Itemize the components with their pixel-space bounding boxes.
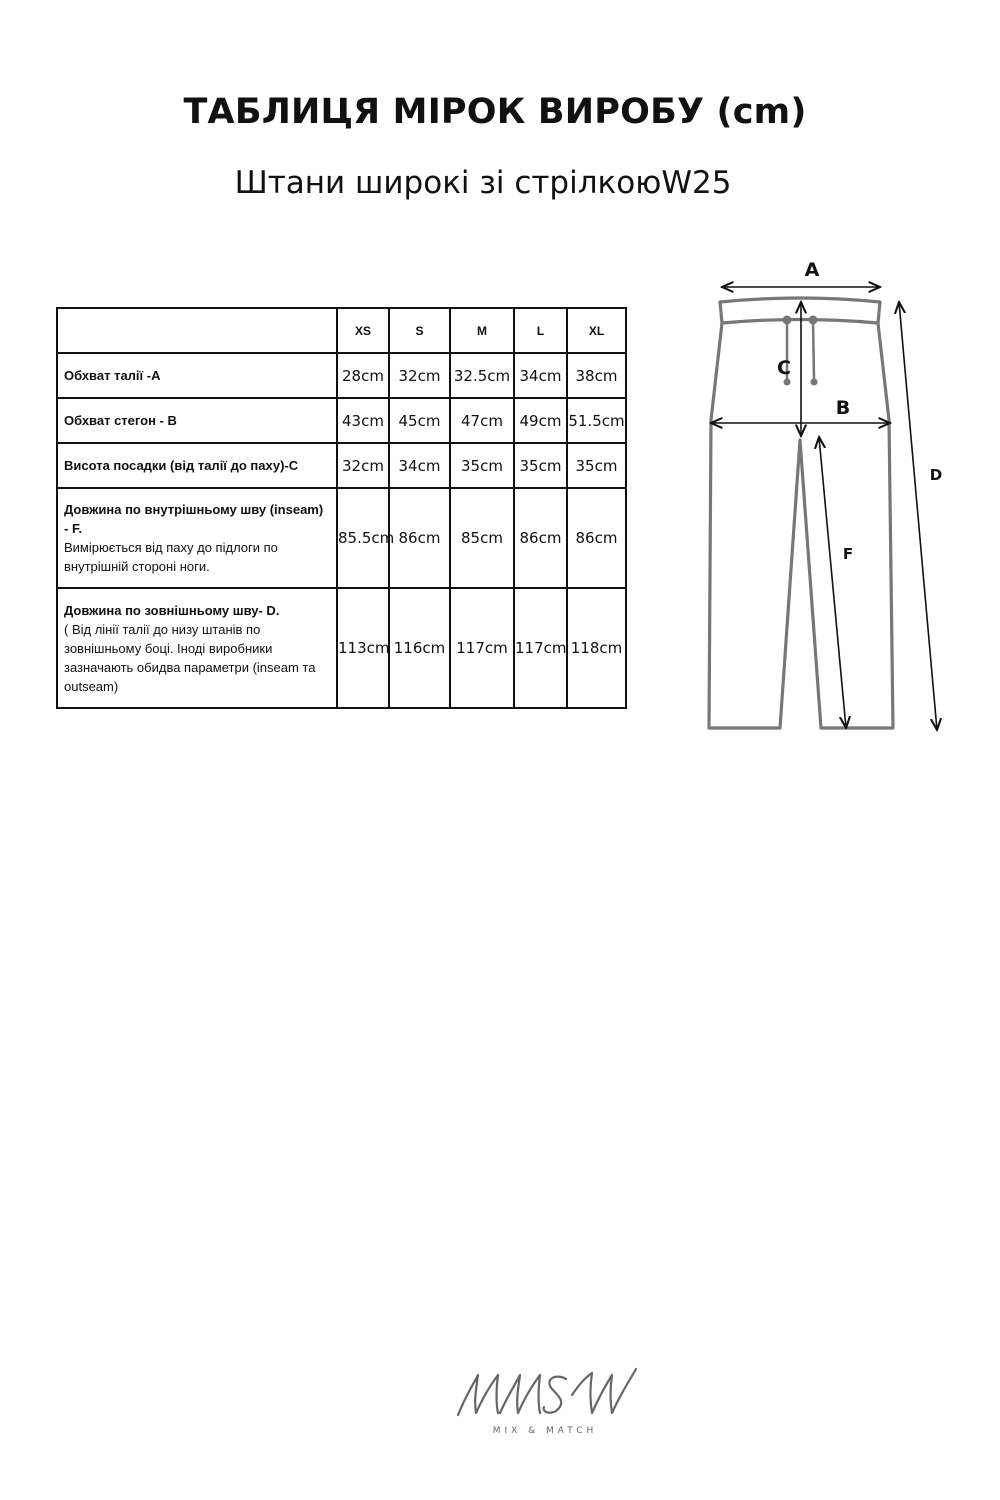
size-header-xl: XL xyxy=(567,308,626,353)
row-label-outseam: Довжина по зовнішньому шву- D. ( Від лінії талії до низу штанів по зовнішньому боці. Іноді виробники зазначають обидва параметри (inseam та outseam) xyxy=(57,588,337,708)
table-cell: 117cm xyxy=(450,588,514,708)
row-label-waist: Обхват талії -А xyxy=(57,353,337,398)
table-cell: 117cm xyxy=(514,588,567,708)
table-cell: 51.5cm xyxy=(567,398,626,443)
row-label-inseam: Довжина по внутрішньому шву (inseam) - F. Вимірюється від паху до підлоги по внутрішній стороні ноги. xyxy=(57,488,337,588)
label-b: B xyxy=(835,397,851,419)
page-title: ТАБЛИЦЯ МІРОК ВИРОБУ (cm) xyxy=(183,92,807,132)
table-cell: 28cm xyxy=(337,353,389,398)
size-header-s: S xyxy=(389,308,450,353)
table-cell: 38cm xyxy=(567,353,626,398)
size-header-m: M xyxy=(450,308,514,353)
table-cell: 45cm xyxy=(389,398,450,443)
table-cell: 49cm xyxy=(514,398,567,443)
table-cell: 118cm xyxy=(567,588,626,708)
arrow-f xyxy=(819,437,846,728)
table-cell: 32cm xyxy=(337,443,389,488)
row-note-outseam: ( Від лінії талії до низу штанів по зовнішньому боці. Іноді виробники зазначають обидва параметри (inseam та outseam) xyxy=(64,621,316,694)
table-cell: 116cm xyxy=(389,588,450,708)
row-label-rise: Висота посадки (від талії до паху)-С xyxy=(57,443,337,488)
brand-tagline: MIX & MATCH xyxy=(492,1426,598,1436)
row-label-hips: Обхват стегон - В xyxy=(57,398,337,443)
table-cell: 47cm xyxy=(450,398,514,443)
table-cell: 32cm xyxy=(389,353,450,398)
table-cell: 85.5cm xyxy=(337,488,389,588)
size-header-l: L xyxy=(514,308,567,353)
product-name: Штани широкі зі стрілкоюW25 xyxy=(234,165,732,201)
table-cell: 43cm xyxy=(337,398,389,443)
table-cell: 34cm xyxy=(389,443,450,488)
table-cell: 35cm xyxy=(514,443,567,488)
label-a: A xyxy=(804,259,820,281)
table-cell: 32.5cm xyxy=(450,353,514,398)
table-cell: 86cm xyxy=(389,488,450,588)
table-cell: 35cm xyxy=(567,443,626,488)
size-header-xs: XS xyxy=(337,308,389,353)
table-cell: 86cm xyxy=(567,488,626,588)
label-f: F xyxy=(842,545,854,563)
table-cell: 113cm xyxy=(337,588,389,708)
table-cell: 86cm xyxy=(514,488,567,588)
arrow-d xyxy=(899,302,937,730)
table-cell: 35cm xyxy=(450,443,514,488)
table-cell: 85cm xyxy=(450,488,514,588)
measurement-arrows xyxy=(711,287,937,730)
row-note-inseam: Вимірюється від паху до підлоги по внутрішній стороні ноги. xyxy=(64,540,278,574)
table-cell: 34cm xyxy=(514,353,567,398)
label-c: C xyxy=(777,357,791,379)
label-d: D xyxy=(929,466,943,484)
